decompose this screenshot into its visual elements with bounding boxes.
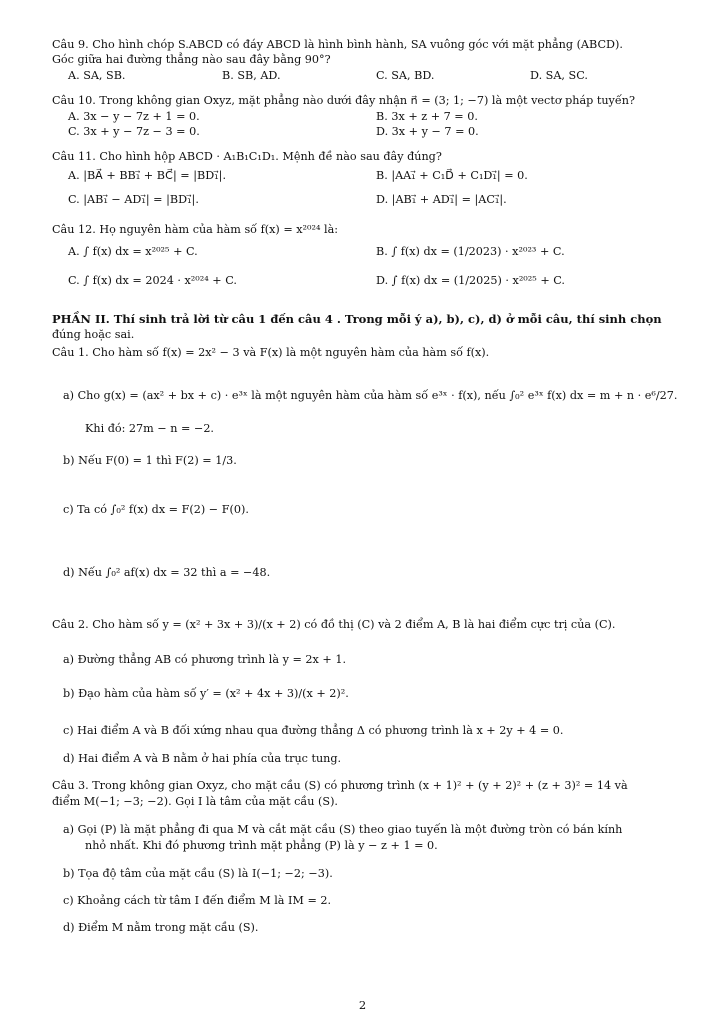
p3-item-c: c) Khoảng cách từ tâm I đến điểm M là IM = 2. bbox=[63, 894, 332, 907]
q12-option-a: A. ∫ f(x) dx = x²⁰²⁵ + C. bbox=[68, 245, 198, 258]
part2-heading-line1: PHẦN II. Thí sinh trả lời từ câu 1 đến câu 4 . Trong mỗi ý a), b), c), d) ở mỗi câu, thí sinh chọn bbox=[52, 312, 662, 326]
q11-stem: Câu 11. Cho hình hộp ABCD · A₁B₁C₁D₁. Mệnh đề nào sau đây đúng? bbox=[52, 150, 442, 163]
p3-stem-line1: Câu 3. Trong không gian Oxyz, cho mặt cầu (S) có phương trình (x + 1)² + (y + 2)² + (z + 3)² = 14 và bbox=[52, 779, 628, 792]
page-number: 2 bbox=[358, 998, 367, 1012]
q11-option-d: D. |AB₁⃗ + AD₁⃗| = |AC₁⃗|. bbox=[376, 193, 507, 206]
q11-option-c: C. |AB₁⃗ − AD₁⃗| = |BD₁⃗|. bbox=[68, 193, 199, 206]
q9-option-b: B. SB, AD. bbox=[222, 69, 281, 82]
q12-stem: Câu 12. Họ nguyên hàm của hàm số f(x) = x²⁰²⁴ là: bbox=[52, 223, 339, 236]
p1-item-c: c) Ta có ∫₀² f(x) dx = F(2) − F(0). bbox=[63, 503, 249, 516]
p1-item-b: b) Nếu F(0) = 1 thì F(2) = 1/3. bbox=[63, 454, 237, 467]
q9-option-a: A. SA, SB. bbox=[68, 69, 126, 82]
q12-option-b: B. ∫ f(x) dx = (1/2023) · x²⁰²³ + C. bbox=[376, 245, 565, 258]
p1-item-a-line1: a) Cho g(x) = (ax² + bx + c) · e³ˣ là một nguyên hàm của hàm số e³ˣ · f(x), nếu ∫₀² e³ˣ f(x) dx = m + n · e⁶/27. bbox=[63, 389, 678, 402]
p2-stem: Câu 2. Cho hàm số y = (x² + 3x + 3)/(x + 2) có đồ thị (C) và 2 điểm A, B là hai điểm cực trị của (C). bbox=[52, 618, 616, 631]
p1-item-d: d) Nếu ∫₀² af(x) dx = 32 thì a = −48. bbox=[63, 566, 271, 579]
q9-option-c: C. SA, BD. bbox=[376, 69, 435, 82]
q11-option-a: A. |BA⃗ + BB₁⃗ + BC⃗| = |BD₁⃗|. bbox=[68, 169, 227, 182]
q10-option-d: D. 3x + y − 7 = 0. bbox=[376, 125, 479, 138]
q9-option-d: D. SA, SC. bbox=[530, 69, 588, 82]
p1-item-a-line2: Khi đó: 27m − n = −2. bbox=[85, 422, 214, 435]
p3-item-a-line1: a) Gọi (P) là mặt phẳng đi qua M và cắt mặt cầu (S) theo giao tuyến là một đường tròn có bán kính bbox=[63, 823, 623, 836]
q12-option-d: D. ∫ f(x) dx = (1/2025) · x²⁰²⁵ + C. bbox=[376, 274, 565, 287]
q9-stem-line2: Góc giữa hai đường thẳng nào sau đây bằng 90°? bbox=[52, 53, 331, 66]
p1-stem: Câu 1. Cho hàm số f(x) = 2x² − 3 và F(x) là một nguyên hàm của hàm số f(x). bbox=[52, 346, 490, 359]
q12-option-c: C. ∫ f(x) dx = 2024 · x²⁰²⁴ + C. bbox=[68, 274, 237, 287]
p3-item-b: b) Tọa độ tâm của mặt cầu (S) là I(−1; −2; −3). bbox=[63, 867, 333, 880]
q11-option-b: B. |AA₁⃗ + C₁D⃗ + C₁D₁⃗| = 0. bbox=[376, 169, 528, 182]
p2-item-b: b) Đạo hàm của hàm số y′ = (x² + 4x + 3)/(x + 2)². bbox=[63, 687, 349, 700]
p3-item-a-line2: nhỏ nhất. Khi đó phương trình mặt phẳng (P) là y − z + 1 = 0. bbox=[85, 839, 438, 852]
p2-item-c: c) Hai điểm A và B đối xứng nhau qua đường thẳng Δ có phương trình là x + 2y + 4 = 0. bbox=[63, 724, 564, 737]
part2-heading-line2: đúng hoặc sai. bbox=[52, 328, 135, 341]
p3-item-d: d) Điểm M nằm trong mặt cầu (S). bbox=[63, 921, 259, 934]
q10-stem: Câu 10. Trong không gian Oxyz, mặt phẳng nào dưới đây nhận n⃗ = (3; 1; −7) là một vectơ pháp tuyến? bbox=[52, 94, 635, 107]
q9-stem-line1: Câu 9. Cho hình chóp S.ABCD có đáy ABCD là hình bình hành, SA vuông góc với mặt phẳng (ABCD). bbox=[52, 38, 623, 51]
q10-option-b: B. 3x + z + 7 = 0. bbox=[376, 110, 478, 123]
q10-option-a: A. 3x − y − 7z + 1 = 0. bbox=[68, 110, 200, 123]
q10-option-c: C. 3x + y − 7z − 3 = 0. bbox=[68, 125, 200, 138]
p2-item-a: a) Đường thẳng AB có phương trình là y = 2x + 1. bbox=[63, 653, 347, 666]
p2-item-d: d) Hai điểm A và B nằm ở hai phía của trục tung. bbox=[63, 752, 342, 765]
p3-stem-line2: điểm M(−1; −3; −2). Gọi I là tâm của mặt cầu (S). bbox=[52, 795, 338, 808]
